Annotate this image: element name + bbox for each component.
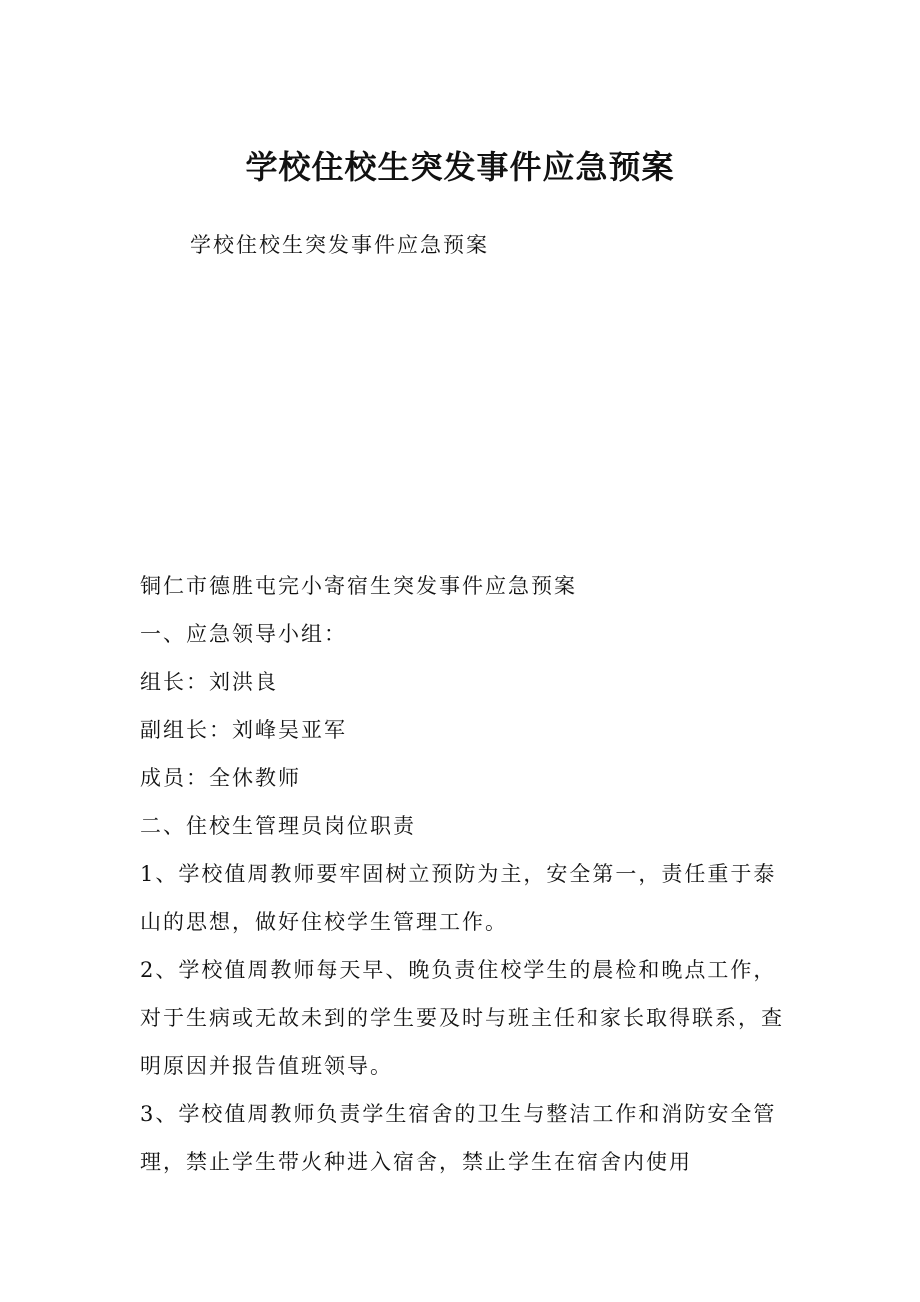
document-title: 学校住校生突发事件应急预案: [245, 148, 675, 186]
duty-item-1: 1、学校值周教师要牢固树立预防为主，安全第一，责任重于泰山的思想，做好住校学生管理工作。: [140, 862, 777, 934]
section-heading-duties: 二、住校生管理员岗位职责: [140, 814, 416, 838]
school-plan-heading: 铜仁市德胜屯完小寄宿生突发事件应急预案: [140, 574, 577, 598]
members-line: 成员：全休教师: [140, 766, 301, 790]
deputy-leader-line: 副组长：刘峰吴亚军: [140, 718, 347, 742]
section-heading-leadership: 一、应急领导小组：: [140, 622, 347, 646]
document-subtitle: 学校住校生突发事件应急预案: [190, 233, 489, 257]
document-body: [140, 562, 785, 1186]
duty-item-3: 3、学校值周教师负责学生宿舍的卫生与整洁工作和消防安全管理，禁止学生带火种进入宿舍，禁止学生在宿舍内使用: [140, 1102, 777, 1174]
leader-line: 组长：刘洪良: [140, 670, 278, 694]
duty-item-2: 2、学校值周教师每天早、晚负责住校学生的晨检和晚点工作，对于生病或无故未到的学生要及时与班主任和家长取得联系，查明原因并报告值班领导。: [140, 958, 784, 1078]
